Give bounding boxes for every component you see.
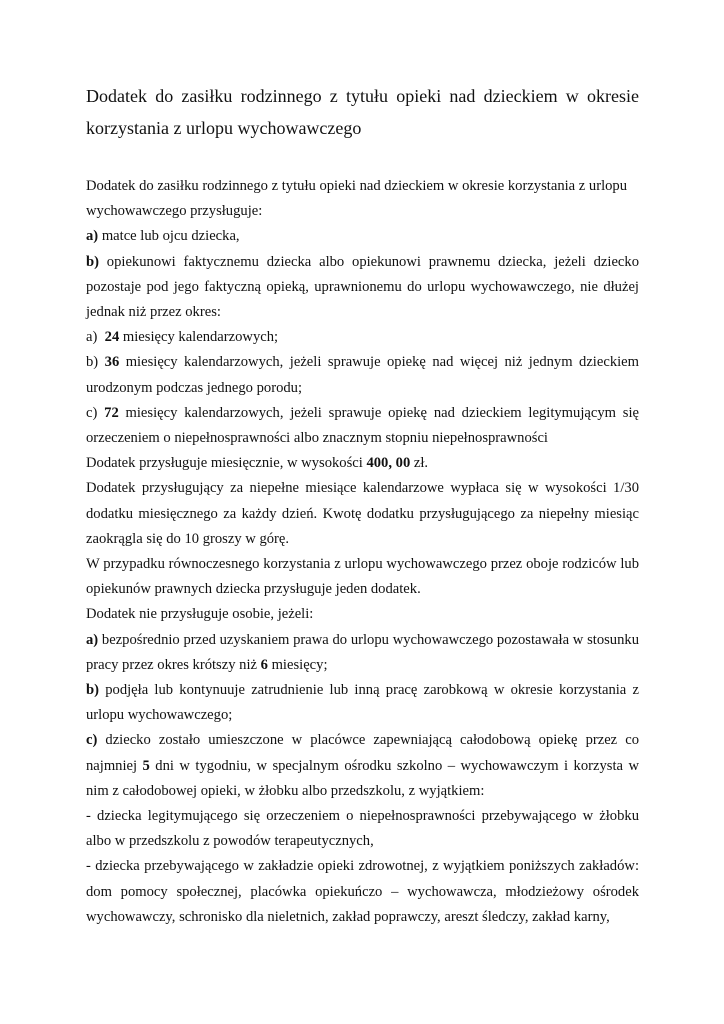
both-parents-paragraph: W przypadku równoczesnego korzystania z urlopu wychowawczego przez oboje rodziców lub opiekunów prawnych dziecka przysługuje jeden dodatek. (86, 556, 639, 598)
item-text: opiekunowi faktycznemu dziecka albo opiekunowi prawnemu dziecka, jeżeli dziecko pozostaje pod jego faktyczną opieką, uprawnionemu do urlopu wychowawczego, nie dłużej jednak niż przez okres: (86, 253, 639, 321)
document-title: Dodatek do zasiłku rodzinnego z tytułu opieki nad dzieckiem w okresie korzystania z urlopu wychowawczego (86, 86, 639, 138)
months-value: 24 (104, 329, 120, 346)
item-label: a) (86, 631, 99, 648)
period-item-a (86, 325, 639, 350)
item-label: c) (86, 404, 105, 421)
exception-item-2: - dziecka przebywającego w zakładzie opieki zdrowotnej, z wyjątkiem poniższych zakładów: dom pomocy społecznej, placówka opiekuńczo – wychowawcza, młodzieżowy ośrodek wychowawczy, schronisko dla nieletnich, zakład poprawczy, areszt śledczy, zakład karny, (86, 858, 639, 925)
not-entitled-heading: Dodatek nie przysługuje osobie, jeżeli: (86, 606, 314, 623)
eligible-item-a (86, 224, 639, 249)
period-item-b (86, 350, 639, 400)
not-entitled-item-b (86, 678, 639, 728)
eligible-item-b (86, 250, 639, 326)
document-body (86, 174, 639, 930)
intro-paragraph: Dodatek do zasiłku rodzinnego z tytułu opieki nad dzieckiem w okresie korzystania z urlopu wychowawczego przysługuje: (86, 178, 628, 220)
item-text: matce lub ojcu dziecka, (98, 228, 240, 245)
item-label: b) (86, 253, 99, 270)
amount-prefix: Dodatek przysługuje miesięcznie, w wysokości (86, 455, 367, 472)
months-value: 6 (260, 656, 268, 673)
item-label: a) (86, 228, 99, 245)
amount-paragraph (86, 451, 639, 476)
item-text: miesięcy kalendarzowych; (119, 329, 279, 346)
not-entitled-item-a (86, 628, 639, 678)
item-label: b) (86, 682, 99, 699)
exception-item-1: - dziecka legitymującego się orzeczeniem o niepełnosprawności przebywającego w żłobku albo w przedszkolu z powodów terapeutycznych, (86, 808, 639, 850)
amount-suffix: zł. (410, 455, 429, 472)
period-item-c (86, 401, 639, 451)
item-text: podjęła lub kontynuuje zatrudnienie lub inną pracę zarobkową w okresie korzystania z urlopu wychowawczego; (86, 682, 639, 724)
item-text: dziecko zostało umieszczone w placówce zapewniającą całodobową opiekę przez co najmniej (86, 732, 639, 774)
item-text: bezpośrednio przed uzyskaniem prawa do urlopu wychowawczego pozostawała w stosunku pracy przez okres krótszy niż (86, 631, 639, 673)
months-value: 72 (104, 404, 119, 421)
partial-month-paragraph: Dodatek przysługujący za niepełne miesiące kalendarzowe wypłaca się w wysokości 1/30 dodatku miesięcznego za każdy dzień. Kwotę dodatku przysługującego za niepełny miesiąc zaokrągla się do 10 groszy w górę. (86, 480, 639, 547)
item-text: miesięcy; (267, 656, 328, 673)
not-entitled-item-c (86, 728, 639, 804)
months-value: 36 (104, 354, 120, 371)
item-label: c) (86, 732, 98, 749)
item-label: b) (86, 354, 105, 371)
item-text: miesięcy kalendarzowych, jeżeli sprawuje opiekę nad dzieckiem legitymującym się orzeczeniem o niepełnosprawności albo znacznym stopniu niepełnosprawności (86, 404, 639, 447)
item-text: miesięcy kalendarzowych, jeżeli sprawuje opiekę nad więcej niż jednym dzieckiem urodzonym podczas jednego porodu; (86, 354, 639, 396)
item-label: a) (86, 329, 105, 346)
amount-value: 400, 00 (366, 455, 411, 472)
item-text: dni w tygodniu, w specjalnym ośrodku szkolno – wychowawczym i korzysta w nim z całodobowej opieki, w żłobku albo przedszkolu, z wyjątkiem: (86, 757, 640, 799)
days-value: 5 (142, 757, 150, 774)
document-page (86, 80, 639, 930)
